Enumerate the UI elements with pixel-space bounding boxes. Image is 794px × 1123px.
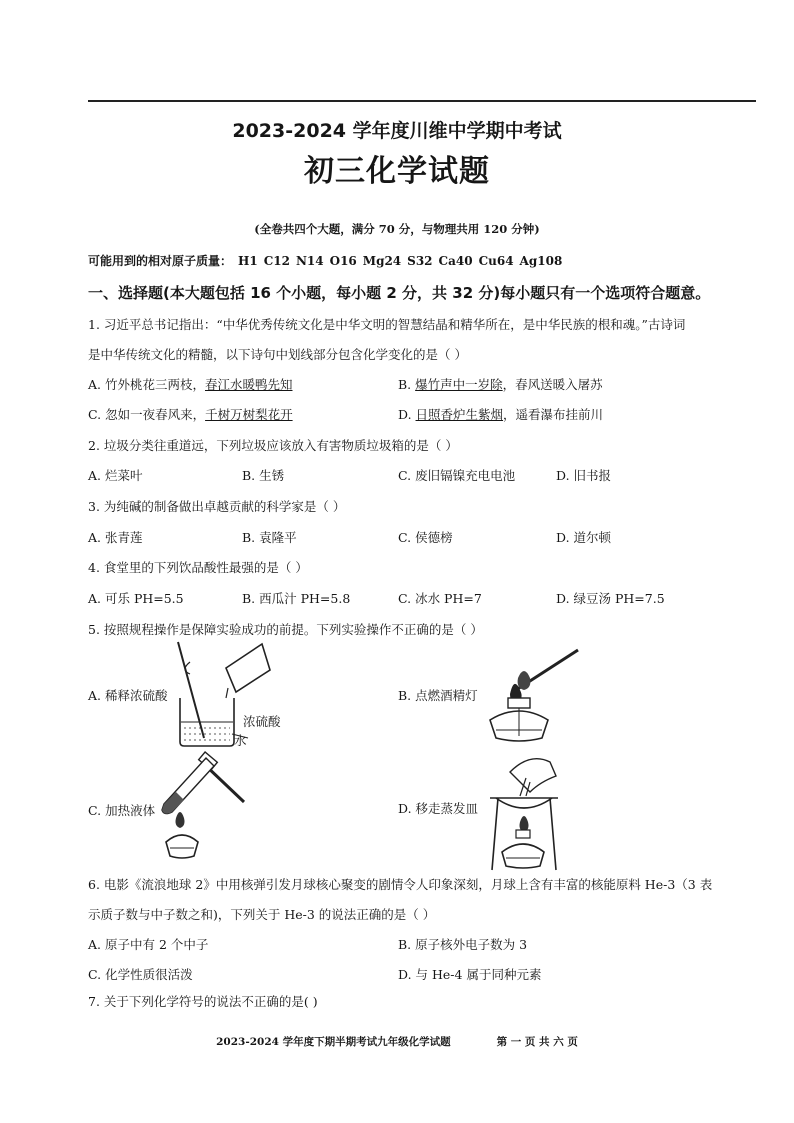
atomic-mass-item: H1 xyxy=(238,254,258,268)
atomic-mass-item: N14 xyxy=(295,254,324,268)
question-2-stem: 2. 垃圾分类往重道远，下列垃圾应该放入有害物质垃圾箱的是（ ） xyxy=(88,438,458,453)
question-6-option-c: C. 化学性质很活泼 xyxy=(88,967,193,982)
atomic-mass-item: C12 xyxy=(263,254,290,268)
option-text: B. xyxy=(398,377,416,392)
question-6-line-1: 6. 电影《流浪地球 2》中用核弹引发月球核心聚变的剧情令人印象深刻，月球上含有丰富的核能原料 He-3（3 表 xyxy=(88,877,713,892)
underlined-text: 日照香炉生紫烟 xyxy=(415,407,504,422)
question-5-option-b: B. 点燃酒精灯 xyxy=(398,688,478,703)
question-1-option-b xyxy=(398,375,603,393)
underlined-text: 千树万树梨花开 xyxy=(205,407,293,422)
figure-dilute-sulfuric-acid xyxy=(170,640,270,750)
option-text: ，遥看瀑布挂前川 xyxy=(503,407,604,422)
question-3-option-d: D. 道尔顿 xyxy=(556,530,612,545)
atomic-masses xyxy=(88,252,562,269)
question-5-option-d: D. 移走蒸发皿 xyxy=(398,801,479,816)
exam-note: (全卷共四个大题，满分 70 分，与物理共用 120 分钟) xyxy=(254,222,540,236)
atomic-masses-list xyxy=(232,254,562,268)
underlined-text: 春江水暖鸭先知 xyxy=(204,377,293,392)
atomic-mass-item: Ca40 xyxy=(438,254,473,268)
question-3-stem: 3. 为纯碱的制备做出卓越贡献的科学家是（ ） xyxy=(88,499,346,514)
question-4-option-a: A. 可乐 PH=5.5 xyxy=(88,591,184,606)
question-1-line-2: 是中华传统文化的精髓，以下诗句中划线部分包含化学变化的是（ ） xyxy=(88,347,467,362)
question-6-option-b: B. 原子核外电子数为 3 xyxy=(398,937,528,952)
question-5-option-c: C. 加热液体 xyxy=(88,803,156,818)
atomic-masses-label: 可能用到的相对原子质量： xyxy=(88,254,233,268)
figure-a-water-label: 水 xyxy=(234,733,247,748)
subject-title: 初三化学试题 xyxy=(304,154,490,189)
question-4-stem: 4. 食堂里的下列饮品酸性最强的是（ ） xyxy=(88,560,308,575)
question-1-option-a xyxy=(88,375,293,393)
section-title: 一、选择题(本大题包括 16 个小题，每小题 2 分，共 32 分)每小题只有一个选项符合题意。 xyxy=(88,284,711,302)
atomic-mass-item: Ag108 xyxy=(519,254,563,268)
question-5-stem: 5. 按照规程操作是保障实验成功的前提。下列实验操作不正确的是（ ） xyxy=(88,622,483,637)
question-4-option-d: D. 绿豆汤 PH=7.5 xyxy=(556,591,665,606)
question-5-option-a: A. 稀释浓硫酸 xyxy=(88,688,168,703)
question-4-option-b: B. 西瓜汁 PH=5.8 xyxy=(242,591,351,606)
question-2-option-c: C. 废旧镉镍充电电池 xyxy=(398,468,516,483)
footer-title: 2023-2024 学年度下期半期考试九年级化学试题 xyxy=(216,1036,451,1048)
footer-page-number: 第 一 页 共 六 页 xyxy=(496,1036,578,1048)
atomic-mass-item: Mg24 xyxy=(362,254,402,268)
figure-a-acid-label: 浓硫酸 xyxy=(243,714,281,729)
header-rule xyxy=(88,100,756,102)
figure-remove-evaporating-dish xyxy=(470,752,580,872)
page-footer xyxy=(0,1034,794,1049)
figure-light-alcohol-lamp xyxy=(470,640,580,745)
question-2-option-a: A. 烂菜叶 xyxy=(88,468,143,483)
atomic-mass-item: S32 xyxy=(407,254,433,268)
question-1-option-c xyxy=(88,405,293,423)
option-text: ，春风送暖入屠苏 xyxy=(502,377,603,392)
question-3-option-c: C. 侯德榜 xyxy=(398,530,453,545)
option-text: C. 忽如一夜春风来， xyxy=(88,407,206,422)
atomic-mass-item: Cu64 xyxy=(478,254,514,268)
question-6-option-a: A. 原子中有 2 个中子 xyxy=(88,937,209,952)
underlined-text: 爆竹声中一岁除 xyxy=(415,377,503,392)
question-3-option-b: B. 袁隆平 xyxy=(242,530,297,545)
atomic-mass-item: O16 xyxy=(329,254,357,268)
question-3-option-a: A. 张青莲 xyxy=(88,530,143,545)
exam-title: 2023-2024 学年度川维中学期中考试 xyxy=(232,120,562,142)
question-2-option-b: B. 生锈 xyxy=(242,468,285,483)
question-7-stem: 7. 关于下列化学符号的说法不正确的是( ) xyxy=(88,994,318,1009)
question-2-option-d: D. 旧书报 xyxy=(556,468,612,483)
question-6-option-d: D. 与 He-4 属于同种元素 xyxy=(398,967,542,982)
question-4-option-c: C. 冰水 PH=7 xyxy=(398,591,482,606)
option-text: D. xyxy=(398,407,416,422)
figure-heat-liquid xyxy=(160,752,250,862)
question-6-line-2: 示质子数与中子数之和)，下列关于 He-3 的说法正确的是（ ） xyxy=(88,907,436,922)
option-text: A. 竹外桃花三两枝， xyxy=(88,377,205,392)
question-1-option-d xyxy=(398,405,603,423)
question-1-line-1: 1. 习近平总书记指出：“中华优秀传统文化是中华文明的智慧结晶和精华所在，是中华民族的根和魂。”古诗词 xyxy=(88,317,686,332)
